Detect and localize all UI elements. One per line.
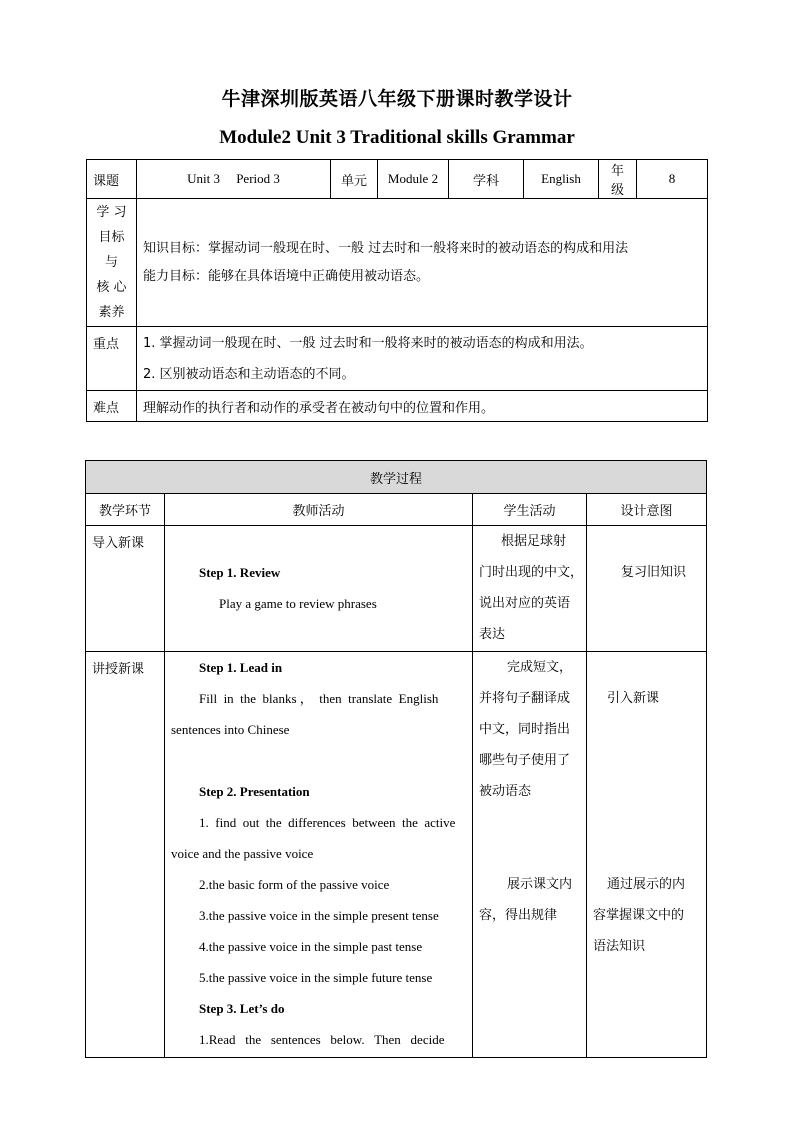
focus-item: 2. 区别被动语态和主动语态的不同。 (143, 366, 355, 382)
step-title: Step 1. Lead in (199, 660, 283, 675)
stage-intro: 导入新课 (86, 526, 165, 652)
step-title: Step 2. Presentation (199, 784, 310, 799)
intro-intent: 复习旧知识 (587, 526, 707, 652)
grade-label: 年级 (599, 160, 637, 199)
document-title: 牛津深圳版英语八年级下册课时教学设计 (221, 88, 573, 110)
step-title: Step 3. Let’s do (199, 1001, 285, 1016)
stage-teach: 讲授新课 (86, 652, 165, 1058)
goals-label: 学 习 目标 与 核 心 素养 (87, 199, 137, 327)
lesson-info-table (86, 159, 708, 422)
topic-label: 课题 (87, 160, 137, 199)
document-subtitle: Module2 Unit 3 Traditional skills Grammar (219, 127, 575, 148)
table-row (86, 652, 707, 1058)
focus-item: 1. 掌握动词一般现在时、一般 过去时和一般将来时的被动语态的构成和用法。 (143, 335, 593, 351)
teach-student: 完成短文， 并将句子翻译成 中文，同时指出 哪些句子使用了 被动语态 展示课文内 容，得出规律 (473, 652, 587, 1058)
unit-label: 单元 (331, 160, 378, 199)
unit-value: Module 2 (378, 160, 449, 199)
grade-value: 8 (637, 160, 708, 199)
subject-label: 学科 (449, 160, 524, 199)
topic-value: Unit 3 Period 3 (137, 160, 331, 199)
knowledge-goal: 知识目标：掌握动词一般现在时、一般 过去时和一般将来时的被动语态的构成和用法 (143, 240, 629, 256)
subject-value: English (524, 160, 599, 199)
teaching-process-table (85, 460, 707, 1058)
goals-content (137, 199, 708, 327)
column-student: 学生活动 (473, 494, 587, 526)
intro-teacher (165, 526, 473, 652)
step-text: Play a game to review phrases (219, 596, 377, 611)
focus-content (137, 327, 708, 391)
process-header: 教学过程 (86, 461, 707, 494)
difficulty-content: 理解动作的执行者和动作的承受者在被动句中的位置和作用。 (137, 391, 708, 422)
column-teacher: 教师活动 (165, 494, 473, 526)
focus-label: 重点 (87, 327, 137, 391)
ability-goal: 能力目标：能够在具体语境中正确使用被动语态。 (143, 268, 430, 284)
intro-student: 根据足球射 门时出现的中文， 说出对应的英语 表达 (473, 526, 587, 652)
column-stage: 教学环节 (86, 494, 165, 526)
teach-teacher: Step 1. Lead in Fill in the blanks ， then translate English sentences into Chinese Step 2. Presentation 1. find out the differences between the active voice and the passive voice 2.the basic form of the passive voice 3.the passive voice in the simple present tense 4.the passive voice in the simple past tense 5.the passive voice in the simple future tense Step 3. Let’s do 1.Read the sentences below. Then decide (165, 652, 473, 1058)
teach-intent: 引入新课 通过展示的内 容掌握课文中的 语法知识 (587, 652, 707, 1058)
column-intent: 设计意图 (587, 494, 707, 526)
table-row (86, 526, 707, 652)
difficulty-label: 难点 (87, 391, 137, 422)
step-title: Step 1. Review (199, 565, 281, 580)
